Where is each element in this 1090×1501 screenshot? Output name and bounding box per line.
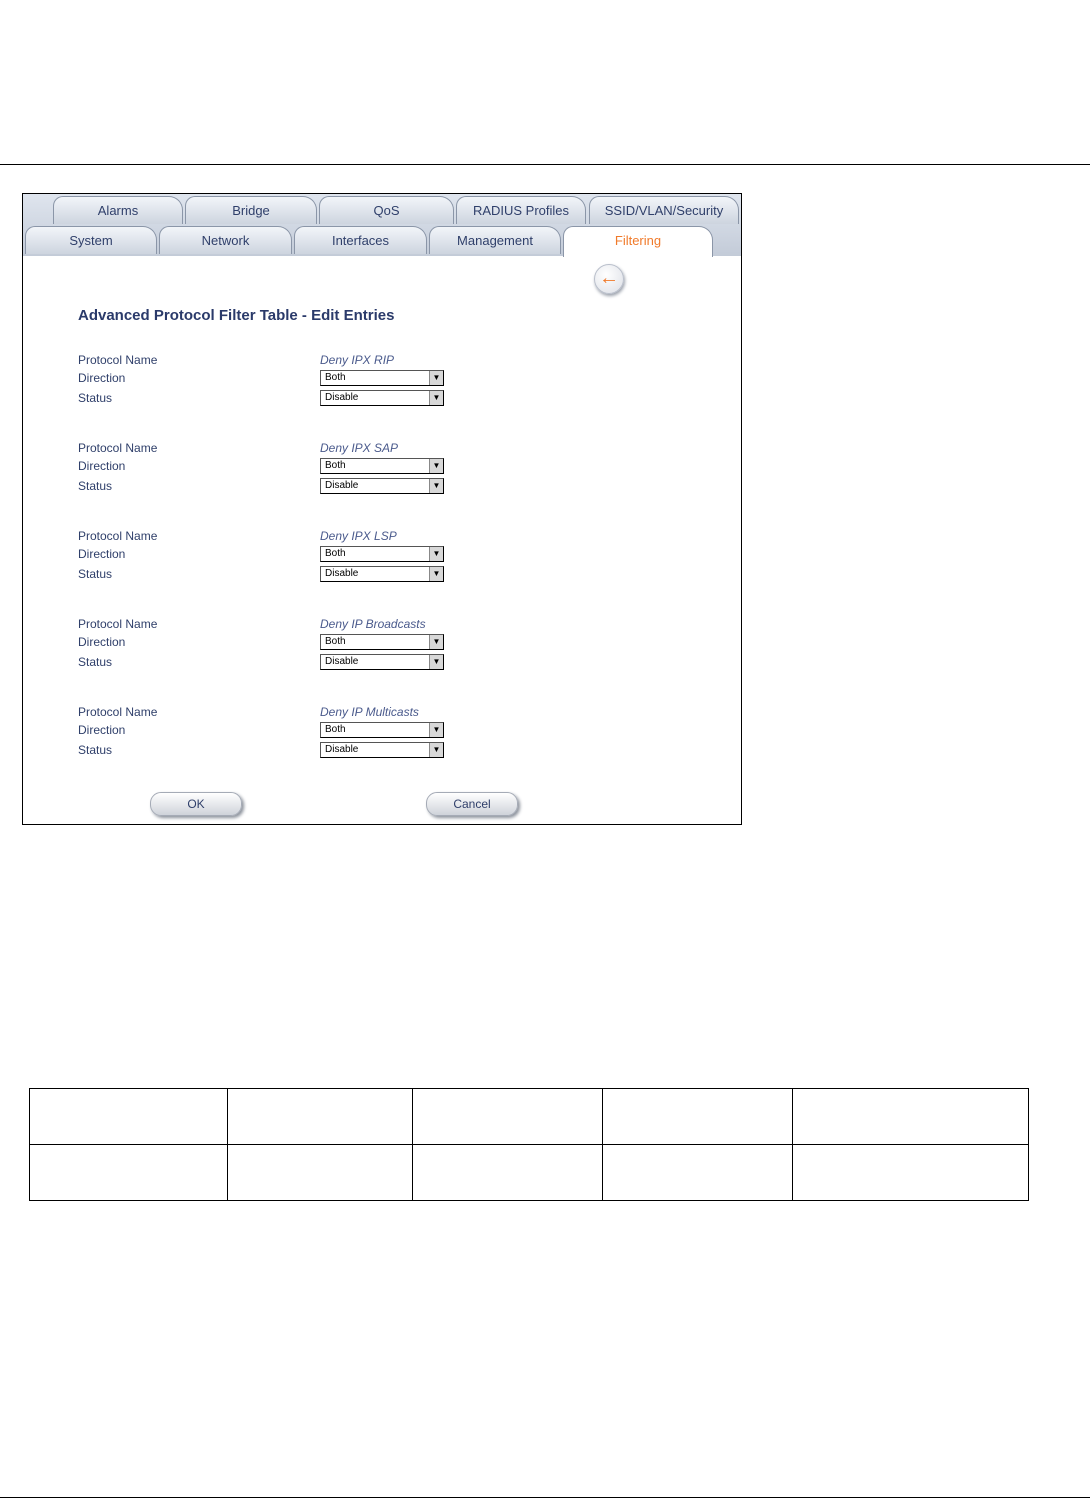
empty-table — [29, 1088, 1029, 1201]
status-select[interactable] — [320, 742, 444, 758]
direction-label: Direction — [78, 723, 126, 737]
status-select-value: Disable — [325, 656, 359, 667]
table-cell — [603, 1089, 793, 1145]
chevron-down-icon[interactable]: ▼ — [429, 635, 443, 649]
direction-select-value: Both — [325, 460, 346, 471]
ok-button[interactable]: OK — [150, 792, 242, 816]
tab-interfaces[interactable]: Interfaces — [294, 226, 427, 254]
direction-label: Direction — [78, 635, 126, 649]
page-top-rule — [0, 164, 1090, 165]
protocol-name-label: Protocol Name — [78, 617, 158, 631]
status-select[interactable] — [320, 566, 444, 582]
protocol-name-label: Protocol Name — [78, 705, 158, 719]
ui-screenshot — [22, 193, 742, 825]
chevron-down-icon[interactable]: ▼ — [429, 547, 443, 561]
protocol-name-value: Deny IPX LSP — [320, 529, 397, 543]
table-cell — [228, 1145, 413, 1201]
chevron-down-icon[interactable]: ▼ — [429, 391, 443, 405]
status-label: Status — [78, 655, 113, 669]
direction-label: Direction — [78, 459, 126, 473]
direction-select[interactable] — [320, 722, 444, 738]
protocol-name-value: Deny IP Multicasts — [320, 705, 419, 719]
status-select-value: Disable — [325, 744, 359, 755]
direction-select-value: Both — [325, 724, 346, 735]
status-label: Status — [78, 567, 113, 581]
filter-entry — [23, 705, 741, 767]
filter-entry — [23, 353, 741, 415]
tab-bridge[interactable]: Bridge — [185, 196, 317, 224]
status-select-value: Disable — [325, 480, 359, 491]
tab-network[interactable]: Network — [159, 226, 292, 254]
status-select-value: Disable — [325, 568, 359, 579]
tab-management[interactable]: Management — [429, 226, 561, 254]
protocol-name-value: Deny IPX SAP — [320, 441, 399, 455]
status-label: Status — [78, 743, 113, 757]
status-select-value: Disable — [325, 392, 359, 403]
direction-label: Direction — [78, 371, 126, 385]
status-select[interactable] — [320, 390, 444, 406]
chevron-down-icon[interactable]: ▼ — [429, 743, 443, 757]
table-cell — [30, 1089, 228, 1145]
tab-ssid-vlan-security[interactable]: SSID/VLAN/Security — [589, 196, 739, 224]
tab-bar — [23, 194, 741, 256]
table-cell — [413, 1145, 603, 1201]
back-arrow-icon[interactable]: ← — [594, 264, 624, 294]
direction-select-value: Both — [325, 372, 346, 383]
table-row — [30, 1089, 1029, 1145]
protocol-name-label: Protocol Name — [78, 529, 158, 543]
status-label: Status — [78, 479, 113, 493]
table-cell — [603, 1145, 793, 1201]
chevron-down-icon[interactable]: ▼ — [429, 655, 443, 669]
table-cell — [228, 1089, 413, 1145]
direction-select-value: Both — [325, 548, 346, 559]
tab-radius-profiles[interactable]: RADIUS Profiles — [456, 196, 586, 224]
table-cell — [793, 1145, 1029, 1201]
protocol-name-label: Protocol Name — [78, 441, 158, 455]
status-select[interactable] — [320, 654, 444, 670]
cancel-button[interactable]: Cancel — [426, 792, 518, 816]
chevron-down-icon[interactable]: ▼ — [429, 371, 443, 385]
protocol-name-label: Protocol Name — [78, 353, 158, 367]
page-bottom-rule — [0, 1497, 1090, 1498]
filter-entry — [23, 529, 741, 591]
direction-select[interactable] — [320, 370, 444, 386]
page-title: Advanced Protocol Filter Table - Edit Entries — [78, 307, 395, 324]
table-cell — [413, 1089, 603, 1145]
status-select[interactable] — [320, 478, 444, 494]
table-cell — [30, 1145, 228, 1201]
chevron-down-icon[interactable]: ▼ — [429, 567, 443, 581]
direction-select[interactable] — [320, 546, 444, 562]
protocol-name-value: Deny IP Broadcasts — [320, 617, 426, 631]
table-cell — [793, 1089, 1029, 1145]
direction-label: Direction — [78, 547, 126, 561]
filter-entry — [23, 617, 741, 679]
status-label: Status — [78, 391, 113, 405]
tab-qos[interactable]: QoS — [319, 196, 454, 224]
chevron-down-icon[interactable]: ▼ — [429, 723, 443, 737]
chevron-down-icon[interactable]: ▼ — [429, 479, 443, 493]
table-row — [30, 1145, 1029, 1201]
direction-select[interactable] — [320, 634, 444, 650]
tab-alarms[interactable]: Alarms — [53, 196, 183, 224]
filter-entry — [23, 441, 741, 503]
direction-select-value: Both — [325, 636, 346, 647]
tab-system[interactable]: System — [25, 226, 157, 254]
protocol-name-value: Deny IPX RIP — [320, 353, 395, 367]
chevron-down-icon[interactable]: ▼ — [429, 459, 443, 473]
tab-filtering[interactable]: Filtering — [563, 226, 713, 257]
direction-select[interactable] — [320, 458, 444, 474]
